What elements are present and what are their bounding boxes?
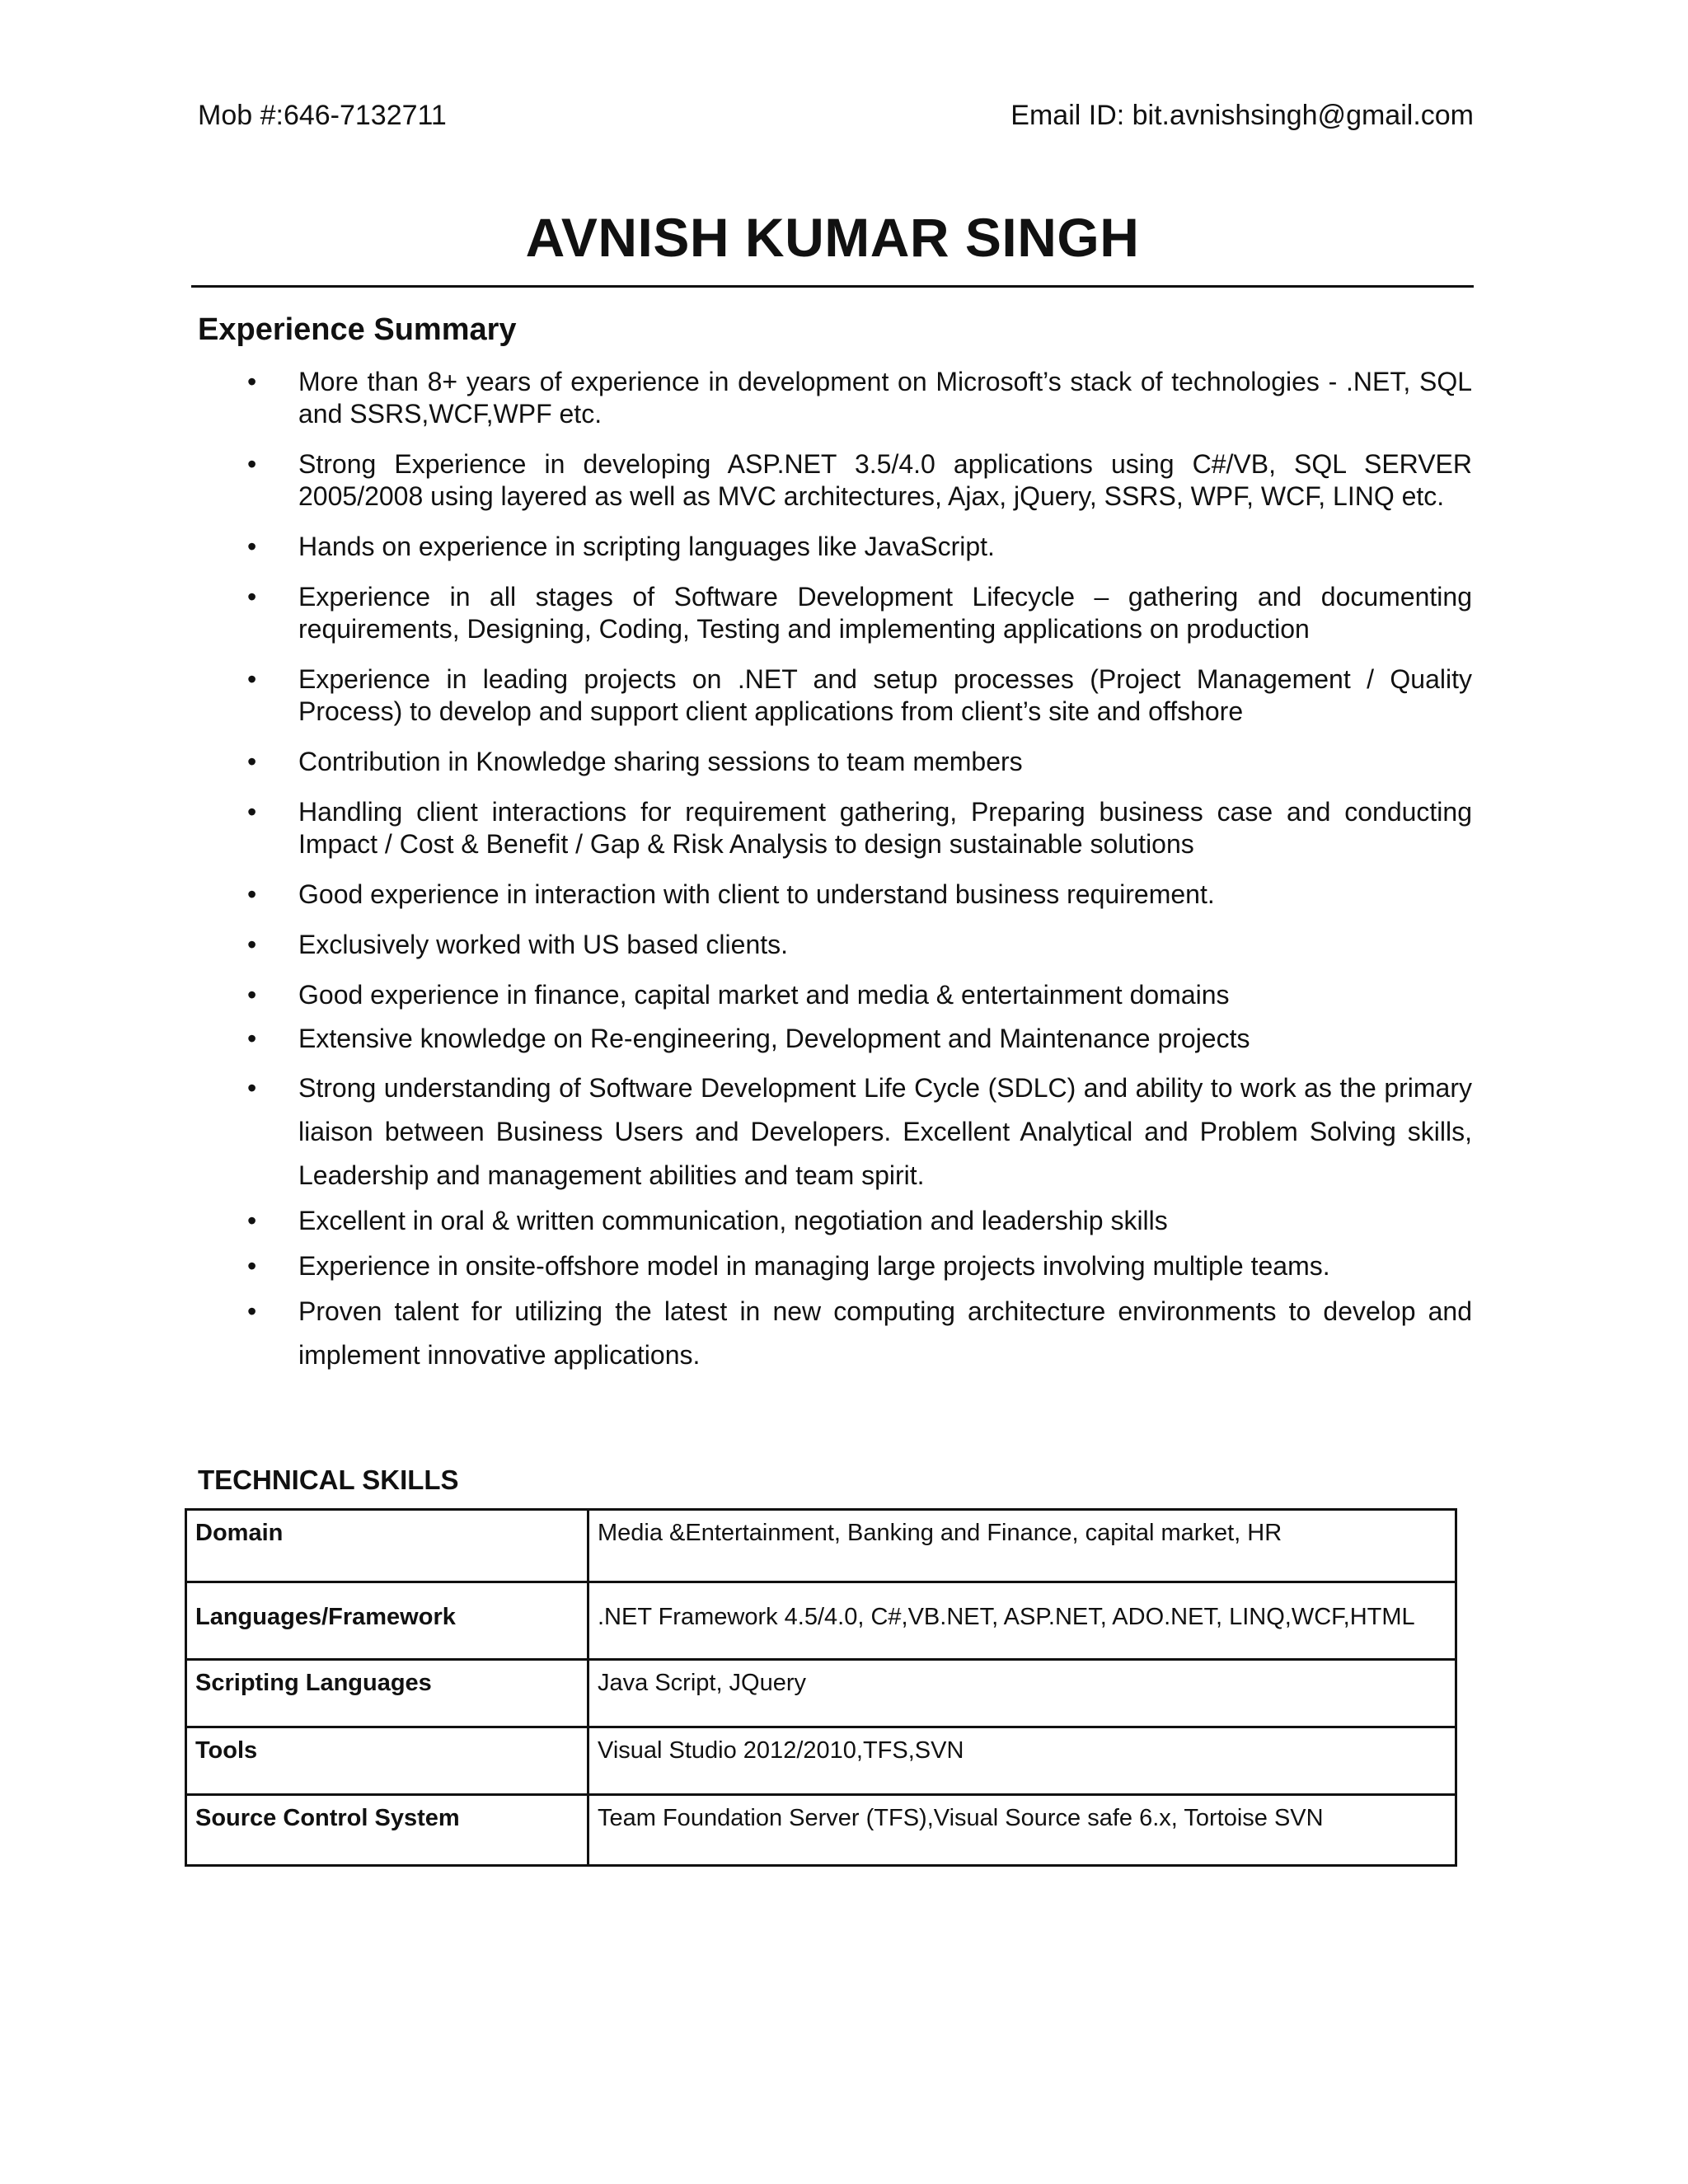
skill-value: Visual Studio 2012/2010,TFS,SVN [588, 1727, 1456, 1795]
skill-category: Languages/Framework [186, 1582, 588, 1660]
list-item-text: Proven talent for utilizing the latest in new computing architecture environments to develop and implement innovative applications. [298, 1296, 1472, 1370]
mobile-number: Mob #:646-7132711 [198, 100, 447, 131]
list-item-text: Hands on experience in scripting languages like JavaScript. [298, 532, 995, 561]
list-item [247, 746, 1472, 778]
technical-skills-table [185, 1508, 1457, 1867]
list-item [247, 1199, 1472, 1243]
list-item [247, 796, 1472, 860]
technical-skills-heading: TECHNICAL SKILLS [198, 1465, 459, 1495]
list-item [247, 448, 1472, 513]
bullet-icon: • [247, 1251, 257, 1281]
list-item-text: Experience in all stages of Software Development Lifecycle – gathering and documenting requirements, Designing, Coding, Testing and implementing applications on production [298, 582, 1472, 644]
bullet-icon: • [247, 980, 257, 1010]
list-item [247, 581, 1472, 645]
list-item-text: Experience in leading projects on .NET and setup processes (Project Management / Quality Process) to develop and support client applications from client’s site and offshore [298, 664, 1472, 726]
list-item [247, 1023, 1472, 1055]
bullet-icon: • [247, 449, 257, 479]
list-item [247, 531, 1472, 563]
bullet-icon: • [247, 797, 257, 827]
bullet-icon: • [247, 747, 257, 776]
table-row [186, 1582, 1456, 1660]
list-item-text: Strong Experience in developing ASP.NET 3.5/4.0 applications using C#/VB, SQL SERVER 2005/2008 using layered as well as MVC architectures, Ajax, jQuery, SSRS, WPF, WCF, LINQ etc. [298, 449, 1472, 511]
bullet-icon: • [247, 367, 257, 396]
list-item-text: Handling client interactions for requirement gathering, Preparing business case and conducting Impact / Cost & Benefit / Gap & Risk Analysis to design sustainable solutions [298, 797, 1472, 859]
skill-value: .NET Framework 4.5/4.0, C#,VB.NET, ASP.NET, ADO.NET, LINQ,WCF,HTML [588, 1582, 1456, 1660]
bullet-icon: • [247, 930, 257, 959]
experience-summary-heading: Experience Summary [198, 312, 517, 347]
skill-category: Tools [186, 1727, 588, 1795]
list-item-text: Good experience in finance, capital market and media & entertainment domains [298, 980, 1230, 1010]
bullet-icon: • [247, 582, 257, 612]
bullet-icon: • [247, 1296, 257, 1326]
list-item [247, 929, 1472, 961]
skill-value: Java Script, JQuery [588, 1660, 1456, 1727]
skill-category: Scripting Languages [186, 1660, 588, 1727]
skill-category: Source Control System [186, 1795, 588, 1866]
list-item [247, 1244, 1472, 1288]
candidate-name: AVNISH KUMAR SINGH [525, 207, 1140, 268]
list-item-text: More than 8+ years of experience in development on Microsoft’s stack of technologies - .NET, SQL and SSRS,WCF,WPF etc. [298, 367, 1472, 429]
experience-summary-list [247, 366, 1472, 1379]
list-item-text: Contribution in Knowledge sharing sessions to team members [298, 747, 1023, 776]
list-item [247, 879, 1472, 911]
bullet-icon: • [247, 1073, 257, 1103]
list-item-text: Extensive knowledge on Re-engineering, Development and Maintenance projects [298, 1024, 1250, 1053]
list-item [247, 366, 1472, 430]
table-row [186, 1727, 1456, 1795]
table-row [186, 1795, 1456, 1866]
list-item [247, 663, 1472, 728]
list-item-text: Experience in onsite-offshore model in managing large projects involving multiple teams. [298, 1251, 1330, 1281]
list-item [247, 1066, 1472, 1197]
list-item-text: Exclusively worked with US based clients. [298, 930, 789, 959]
list-item-text: Good experience in interaction with client to understand business requirement. [298, 879, 1215, 909]
list-item [247, 979, 1472, 1011]
list-item [247, 1290, 1472, 1377]
list-item-text: Excellent in oral & written communication, negotiation and leadership skills [298, 1206, 1168, 1235]
skill-category: Domain [186, 1510, 588, 1582]
table-row [186, 1660, 1456, 1727]
table-row [186, 1510, 1456, 1582]
header-divider [191, 285, 1474, 288]
bullet-icon: • [247, 1206, 257, 1235]
skill-value: Media &Entertainment, Banking and Finance, capital market, HR [588, 1510, 1456, 1582]
email-address: Email ID: bit.avnishsingh@gmail.com [1010, 100, 1474, 131]
bullet-icon: • [247, 532, 257, 561]
list-item-text: Strong understanding of Software Development Life Cycle (SDLC) and ability to work as the primary liaison between Business Users and Developers. Excellent Analytical and Problem Solving skills, Leadership and management abilities and team spirit. [298, 1073, 1472, 1190]
skill-value: Team Foundation Server (TFS),Visual Source safe 6.x, Tortoise SVN [588, 1795, 1456, 1866]
bullet-icon: • [247, 664, 257, 694]
bullet-icon: • [247, 1024, 257, 1053]
bullet-icon: • [247, 879, 257, 909]
